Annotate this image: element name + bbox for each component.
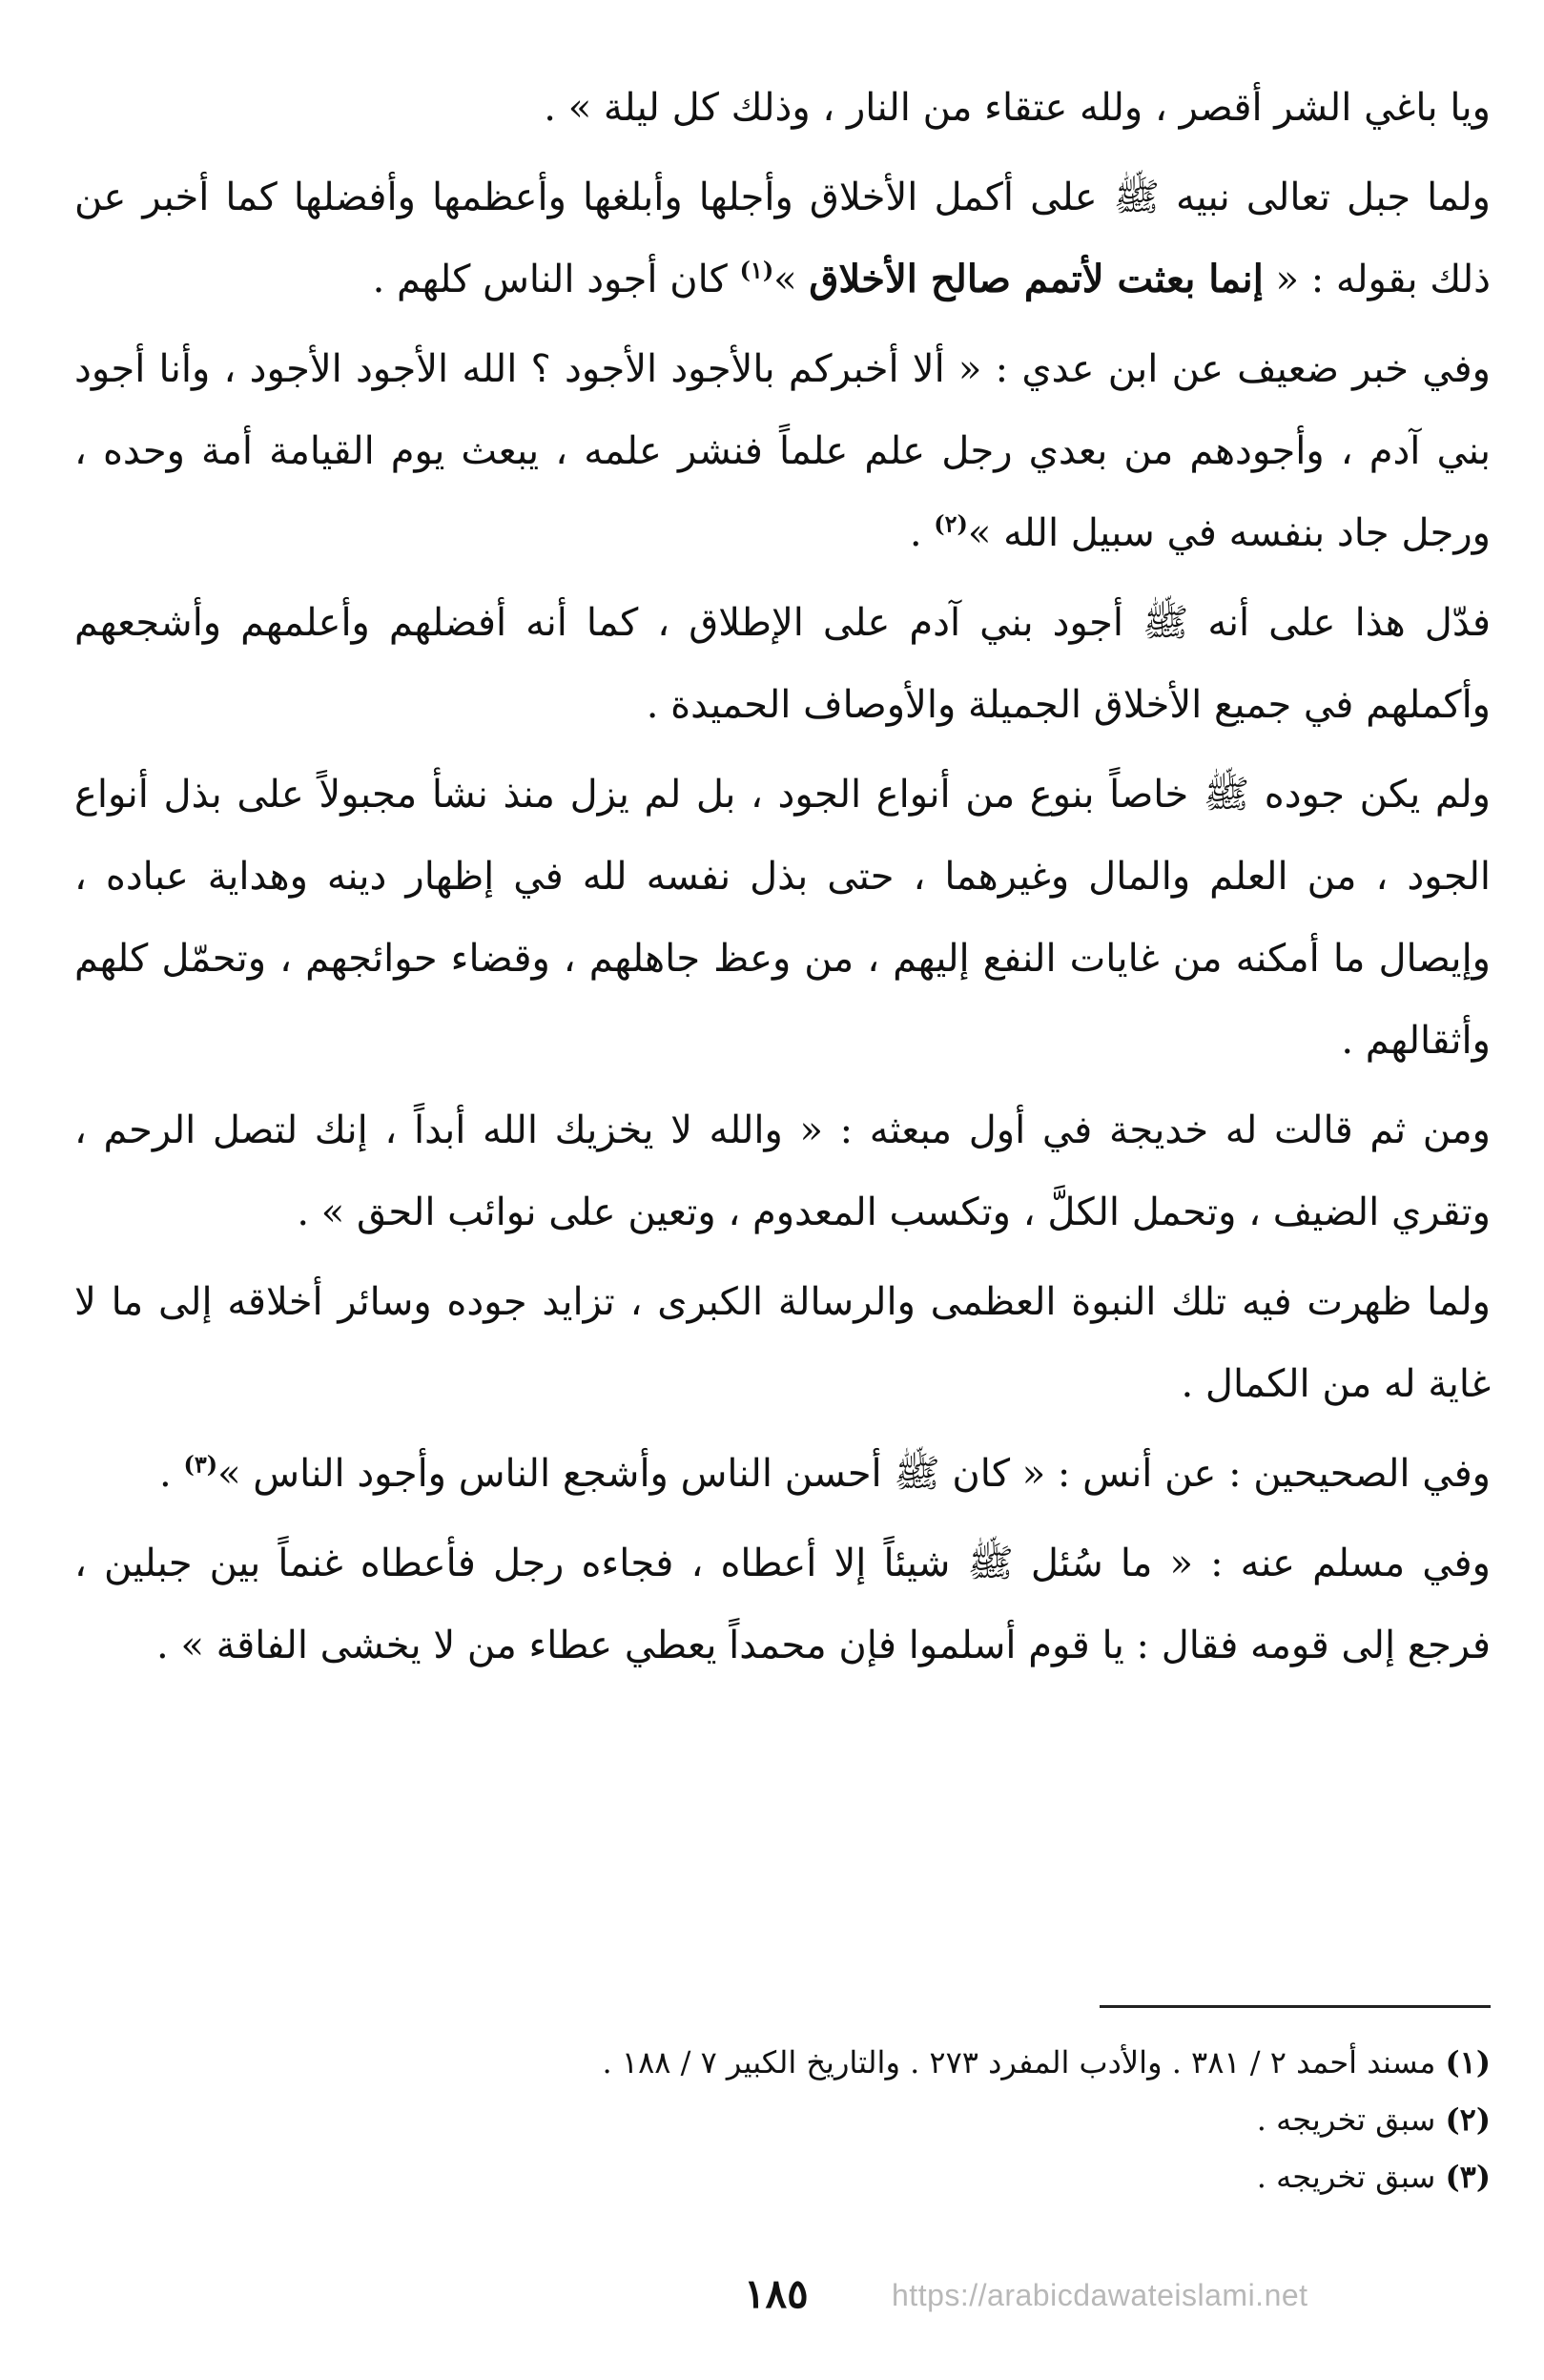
text-segment: فدّل هذا على أنه ﷺ أجود بني آدم على الإطلاق ، كما أنه أفضلهم وأعلمهم وأشجعهم وأكملهم في جميع الأخلاق الجميلة والأوصاف الحميدة .	[74, 601, 1491, 727]
footnote-text: سبق تخريجه .	[1256, 2101, 1446, 2138]
text-segment: كان أجود الناس كلهم .	[372, 258, 740, 301]
footnote-number: (٣)	[1445, 2159, 1491, 2195]
paragraph	[74, 754, 1491, 1082]
footnote-separator	[1100, 2005, 1491, 2008]
text-segment: .	[159, 1452, 184, 1496]
text-segment: .	[909, 511, 935, 555]
footnote-text: مسند أحمد ٢ / ٣٨١ . والأدب المفرد ٢٧٣ . والتاريخ الكبير ٧ / ١٨٨ .	[602, 2044, 1446, 2080]
text-segment: وفي خبر ضعيف عن ابن عدي : « ألا أخبركم بالأجود الأجود ؟ الله الأجود الأجود ، وأنا أجود بني آدم ، وأجودهم من بعدي رجل علم علماً فنشر علمه ، يبعث يوم القيامة أمة وحده ، ورجل جاد بنفسه في سبيل الله »	[74, 347, 1491, 555]
paragraph	[74, 156, 1491, 321]
paragraph	[74, 1089, 1491, 1253]
text-segment: »	[773, 258, 810, 301]
paragraph	[74, 1433, 1491, 1515]
text-segment: ولما ظهرت فيه تلك النبوة العظمى والرسالة الكبرى ، تزايد جوده وسائر أخلاقه إلى ما لا غاية له من الكمال .	[74, 1280, 1491, 1406]
paragraph	[74, 328, 1491, 574]
paragraph	[74, 582, 1491, 746]
text-segment: ويا باغي الشر أقصر ، ولله عتقاء من النار ، وذلك كل ليلة » .	[544, 86, 1491, 130]
page-number: ١٨٥	[744, 2270, 809, 2317]
footnote-text: سبق تخريجه .	[1256, 2159, 1446, 2195]
footnote-reference: (١)	[739, 256, 774, 284]
footnote	[442, 2091, 1491, 2148]
watermark-url: https://arabicdawateislami.net	[892, 2278, 1308, 2312]
footnote-number: (٢)	[1445, 2101, 1491, 2138]
footnote	[442, 2148, 1491, 2205]
paragraph	[74, 1261, 1491, 1425]
paragraph	[74, 67, 1491, 149]
hadith-quote: إنما بعثت لأتمم صالح الأخلاق	[809, 257, 1264, 301]
text-segment: وفي مسلم عنه : « ما سُئل ﷺ شيئاً إلا أعطاه ، فجاءه رجل فأعطاه غنماً بين جبلين ، فرجع إلى قومه فقال : يا قوم أسلموا فإن محمداً يعطي عطاء من لا يخشى الفاقة » .	[74, 1542, 1491, 1667]
footnotes	[442, 2034, 1491, 2205]
footnote	[442, 2034, 1491, 2091]
paragraph	[74, 1522, 1491, 1687]
footnote-number: (١)	[1445, 2044, 1491, 2080]
main-text	[74, 67, 1491, 1694]
footnote-reference: (٢)	[934, 509, 968, 538]
text-segment: وفي الصحيحين : عن أنس : « كان ﷺ أحسن الناس وأشجع الناس وأجود الناس »	[217, 1452, 1491, 1496]
text-segment: ولما جبل تعالى نبيه ﷺ على أكمل الأخلاق وأجلها وأبلغها وأعظمها وأفضلها كما أخبر عن ذلك بقوله : «	[74, 176, 1491, 301]
text-segment: ولم يكن جوده ﷺ خاصاً بنوع من أنواع الجود ، بل لم يزل منذ نشأ مجبولاً على بذل أنواع الجود ، من العلم والمال وغيرهما ، حتى بذل نفسه لله في إظهار دينه وهداية عباده ، وإيصال ما أمكنه من غايات النفع إليهم ، من وعظ جاهلهم ، وقضاء حوائجهم ، وتحمّل كلهم وأثقالهم .	[74, 773, 1491, 1063]
footnote-reference: (٣)	[183, 1450, 218, 1479]
text-segment: ومن ثم قالت له خديجة في أول مبعثه : « والله لا يخزيك الله أبداً ، إنك لتصل الرحم ، وتقري الضيف ، وتحمل الكلَّ ، وتكسب المعدوم ، وتعين على نوائب الحق » .	[74, 1108, 1491, 1234]
